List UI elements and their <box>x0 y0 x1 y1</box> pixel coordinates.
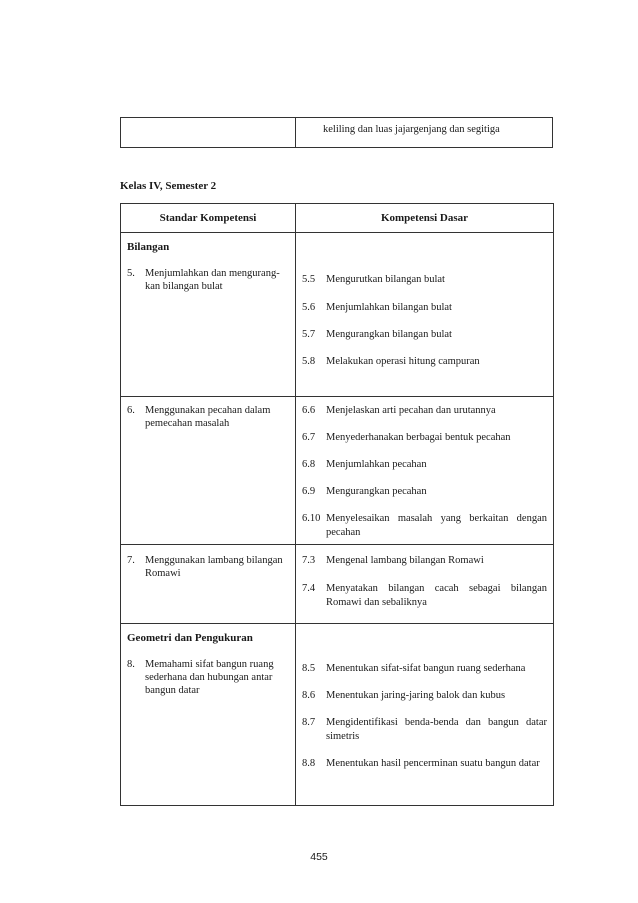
kd-number: 6.7 <box>302 432 316 443</box>
kd-item <box>302 431 547 445</box>
table-row <box>121 545 554 624</box>
kd-number: 6.8 <box>302 459 316 470</box>
kd-item <box>302 355 547 369</box>
kd-number: 8.8 <box>302 758 316 769</box>
kd-item <box>302 582 547 610</box>
table-row <box>121 233 554 397</box>
kd-text: Menyederhanakan berbagai bentuk pecahan <box>326 432 511 443</box>
kd-text: Melakukan operasi hitung campuran <box>326 356 480 367</box>
kd-item <box>302 485 547 499</box>
kd-cell <box>296 624 554 806</box>
sk-cell <box>121 397 296 545</box>
kd-text: Menentukan hasil pencerminan suatu bangun datar <box>326 758 540 769</box>
kd-item <box>302 716 547 744</box>
kd-number: 5.5 <box>302 274 316 285</box>
kd-cell <box>296 233 554 397</box>
kd-item <box>302 757 547 771</box>
kd-number: 6.6 <box>302 405 316 416</box>
sk-text: Menggunakan pecahan dalam pemecahan masalah <box>145 405 271 429</box>
kd-item <box>302 512 547 540</box>
kd-number: 5.8 <box>302 356 316 367</box>
kd-text: Menentukan jaring-jaring balok dan kubus <box>326 690 506 701</box>
sk-number: 5. <box>127 268 135 279</box>
page-number: 455 <box>310 851 328 863</box>
kd-item <box>302 301 547 315</box>
kd-text: Menjelaskan arti pecahan dan urutannya <box>326 405 496 416</box>
kd-text: Menjumlahkan bilangan bulat <box>326 302 452 313</box>
kd-item <box>302 328 547 342</box>
kd-item <box>302 662 547 676</box>
kd-text: Menjumlahkan pecahan <box>326 459 427 470</box>
category-label: Geometri dan Pengukuran <box>127 632 253 644</box>
kd-text: Mengurangkan bilangan bulat <box>326 329 452 340</box>
sk-text: Menjumlahkan dan mengurang-kan bilangan bulat <box>145 268 280 292</box>
header-kompetensi-dasar: Kompetensi Dasar <box>296 204 554 233</box>
competency-table <box>120 203 554 806</box>
sk-cell <box>121 545 296 624</box>
sk-text: Memahami sifat bangun ruang sederhana dan hubungan antar bangun datar <box>145 659 274 696</box>
kd-text: Mengidentifikasi benda-benda dan bangun datar simetris <box>326 717 547 742</box>
kd-item <box>302 404 547 418</box>
kd-text: Menyelesaikan masalah yang berkaitan dengan pecahan <box>326 513 547 538</box>
kd-number: 8.6 <box>302 690 316 701</box>
table-row <box>121 624 554 806</box>
previous-table-fragment <box>120 117 553 148</box>
kd-text: Menyatakan bilangan cacah sebagai bilangan Romawi dan sebaliknya <box>326 583 547 608</box>
kd-number: 7.3 <box>302 555 316 566</box>
kd-number: 7.4 <box>302 583 316 594</box>
category-label: Bilangan <box>127 241 170 253</box>
sk-number: 7. <box>127 555 135 566</box>
sk-number: 8. <box>127 659 135 670</box>
sk-item <box>127 267 289 293</box>
sk-cell <box>121 233 296 397</box>
kd-number: 5.6 <box>302 302 316 313</box>
table-header-row <box>121 204 554 233</box>
sk-cell <box>121 624 296 806</box>
header-standar-kompetensi: Standar Kompetensi <box>121 204 296 233</box>
kd-number: 8.7 <box>302 717 316 728</box>
sk-item <box>127 658 289 697</box>
kd-number: 5.7 <box>302 329 316 340</box>
sk-item <box>127 554 289 580</box>
sk-text: Menggunakan lambang bilangan Romawi <box>145 555 283 579</box>
kd-item <box>302 273 547 287</box>
kd-text: Menentukan sifat-sifat bangun ruang sederhana <box>326 663 526 674</box>
table-row <box>121 397 554 545</box>
kd-cell <box>296 397 554 545</box>
kd-text: Mengenal lambang bilangan Romawi <box>326 555 484 566</box>
previous-row-text: keliling dan luas jajargenjang dan segitiga <box>323 124 500 135</box>
kd-number: 8.5 <box>302 663 316 674</box>
kd-item <box>302 458 547 472</box>
kd-item <box>302 554 547 568</box>
kd-text: Mengurutkan bilangan bulat <box>326 274 445 285</box>
sk-number: 6. <box>127 405 135 416</box>
kd-number: 6.10 <box>302 513 321 524</box>
section-heading: Kelas IV, Semester 2 <box>120 180 217 192</box>
column-divider <box>295 118 296 147</box>
kd-text: Mengurangkan pecahan <box>326 486 427 497</box>
kd-number: 6.9 <box>302 486 316 497</box>
kd-cell <box>296 545 554 624</box>
sk-item <box>127 404 289 430</box>
kd-item <box>302 689 547 703</box>
